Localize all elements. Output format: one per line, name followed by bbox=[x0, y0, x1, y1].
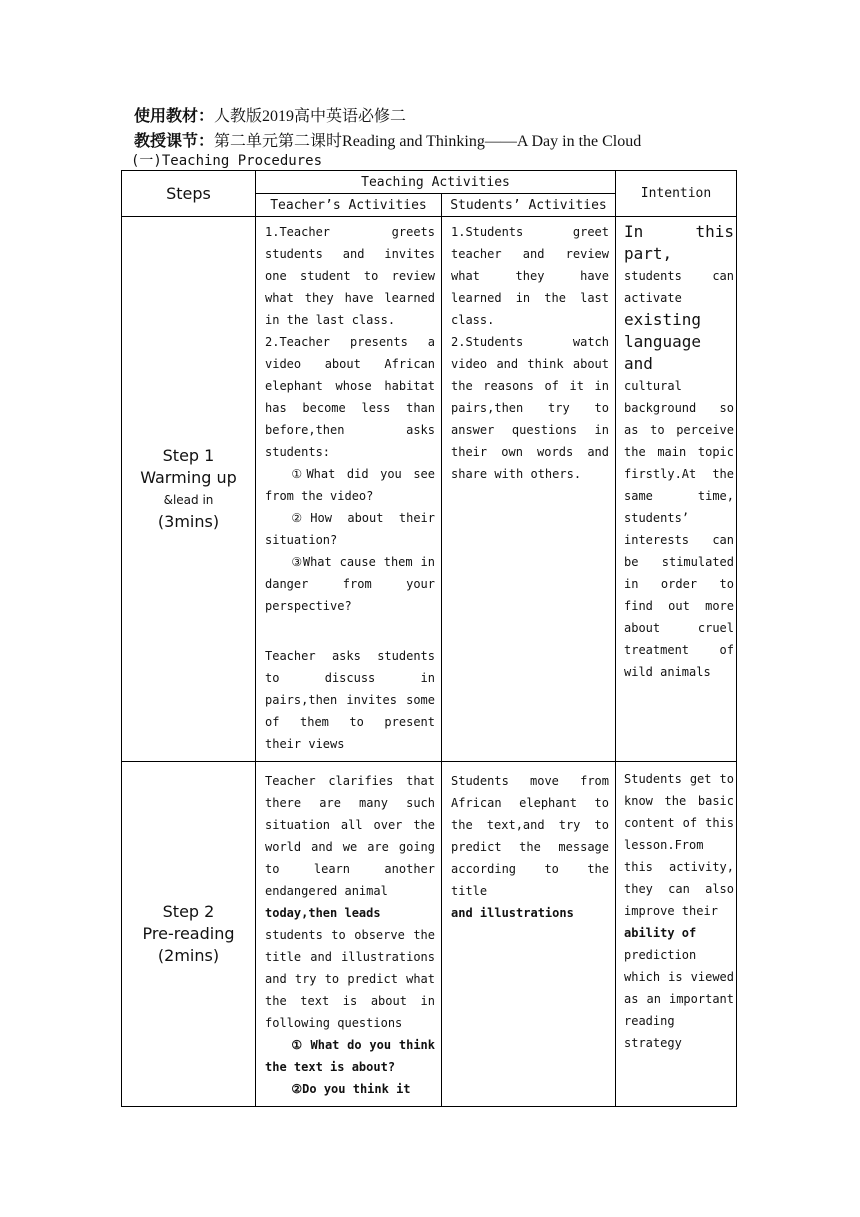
question-text: ②Do you think it bbox=[291, 1082, 411, 1096]
students-activity-text: Students move from African elephant to the text,and try to predict the message according to the title bbox=[451, 774, 609, 898]
lesson-label: 教授课节： bbox=[134, 133, 215, 150]
teacher-activities-cell bbox=[256, 217, 442, 762]
step-name: Pre-reading bbox=[142, 924, 235, 943]
intention-text: existing language and bbox=[624, 310, 702, 373]
header-students-activities: Students’ Activities bbox=[442, 194, 616, 217]
step-name: Warming up bbox=[140, 468, 237, 487]
lesson-line bbox=[134, 128, 641, 151]
teacher-activity-text: students to observe the title and illustrations and try to predict what the text is about in following questions bbox=[265, 928, 435, 1030]
step-number: Step 2 bbox=[162, 902, 215, 921]
teacher-activity-text: Teacher clarifies that there are many such situation all over the world and we are going to learn another endangered animal bbox=[265, 774, 435, 898]
intention-text: cultural background so as to perceive the main topic firstly.At the same time, students’ interests can be stimulated in order to find out more about cruel treatment of wild animals bbox=[624, 379, 734, 679]
intention-text: In this part, bbox=[624, 222, 734, 263]
intention-cell bbox=[616, 217, 737, 762]
header-teacher-activities: Teacher’s Activities bbox=[256, 194, 442, 217]
intention-text: prediction which is viewed as an important reading strategy bbox=[624, 948, 734, 1050]
table-row bbox=[122, 217, 737, 762]
question-text: ① What do you think the text is about? bbox=[265, 1038, 435, 1074]
step-number: Step 1 bbox=[162, 446, 215, 465]
intention-text: students can activate bbox=[624, 269, 734, 305]
textbook-line bbox=[134, 103, 406, 126]
teacher-activities-cell bbox=[256, 762, 442, 1107]
table-row bbox=[122, 762, 737, 1107]
question-text: ②How about their situation? bbox=[265, 511, 435, 547]
lesson-value: 第二单元第二课时Reading and Thinking——A Day in the Cloud bbox=[214, 133, 642, 150]
step-duration: (2mins) bbox=[157, 946, 220, 965]
section-title: (一)Teaching Procedures bbox=[131, 153, 323, 169]
question-text: ③What cause them in danger from your perspective? bbox=[265, 555, 435, 613]
step-cell bbox=[122, 762, 256, 1107]
header-steps: Steps bbox=[122, 171, 256, 217]
procedures-table bbox=[121, 170, 737, 1107]
header-intention: Intention bbox=[616, 171, 737, 217]
intention-text: Students get to know the basic content of this lesson.From this activity, they can also improve their bbox=[624, 772, 734, 918]
teacher-activity-text: Teacher asks students to discuss in pairs,then invites some of them to present their views bbox=[265, 649, 435, 751]
step-name-cont: &lead in bbox=[163, 493, 214, 507]
teacher-activity-text: today,then leads bbox=[265, 906, 381, 920]
students-activity-text: 2.Students watch video and think about the reasons of it in pairs,then try to answer questions in their own words and share with others. bbox=[451, 335, 609, 481]
header-teaching-activities: Teaching Activities bbox=[256, 171, 616, 194]
students-activity-text: 1.Students greet teacher and review what they have learned in the last class. bbox=[451, 225, 609, 327]
students-activities-cell bbox=[442, 217, 616, 762]
intention-text: ability of bbox=[624, 926, 697, 940]
textbook-value: 人教版2019高中英语必修二 bbox=[214, 108, 407, 125]
step-cell bbox=[122, 217, 256, 762]
textbook-label: 使用教材： bbox=[134, 108, 215, 125]
step-duration: (3mins) bbox=[157, 512, 220, 531]
teacher-activity-text: 2.Teacher presents a video about African elephant whose habitat has become less than before,then asks students: bbox=[265, 335, 435, 459]
intention-cell bbox=[616, 762, 737, 1107]
question-text: ①What did you see from the video? bbox=[265, 467, 435, 503]
students-activity-text: and illustrations bbox=[451, 906, 574, 920]
students-activities-cell bbox=[442, 762, 616, 1107]
teacher-activity-text: 1.Teacher greets students and invites one student to review what they have learned in the last class. bbox=[265, 225, 435, 327]
